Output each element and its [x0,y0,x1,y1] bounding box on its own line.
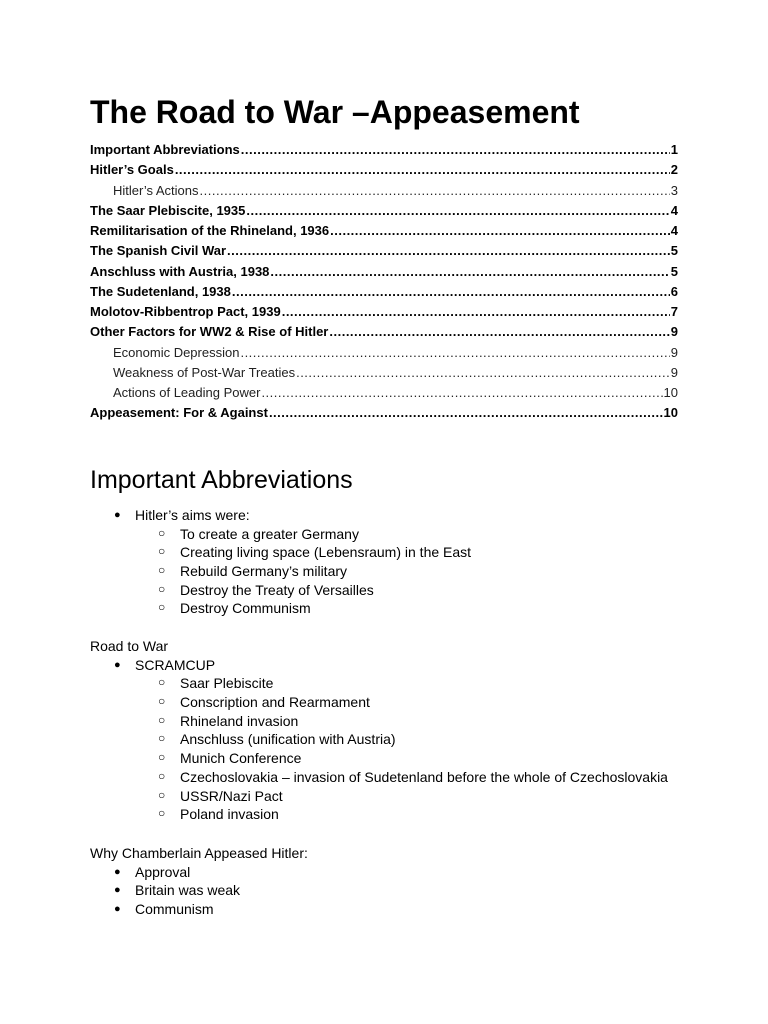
toc-entry-title: The Saar Plebiscite, 1935 [90,202,246,218]
toc-entry[interactable] [90,363,678,383]
toc-entry[interactable] [90,302,678,322]
toc-dot-leader [330,221,670,241]
toc-dot-leader [227,241,670,261]
toc-dot-leader [329,322,669,342]
table-of-contents [90,140,678,424]
sub-bullet-icon: ○ [158,563,166,578]
toc-page-number: 5 [670,263,678,279]
sub-bullet-icon: ○ [158,600,166,615]
toc-entry-title: Appeasement: For & Against [90,405,268,421]
sub-bullet-icon: ○ [158,750,166,765]
sub-bullet-icon: ○ [158,581,166,596]
toc-entry-title: Important Abbreviations [90,142,240,157]
bullet-icon: ● [114,903,121,916]
list-item-text: SCRAMCUP [135,656,216,673]
toc-entry-title: Hitler’s Actions [113,182,199,198]
toc-entry-title: Hitler’s Goals [90,162,174,178]
list-item [90,863,700,882]
toc-entry-title: Anschluss with Austria, 1938 [90,263,270,279]
toc-dot-leader [270,262,669,282]
sub-list-item-text: Destroy the Treaty of Versailles [180,581,374,598]
toc-dot-leader [175,160,670,180]
sub-list-item-text: Anschluss (unification with Austria) [180,731,396,748]
sub-list-item [90,730,700,749]
sub-bullet-icon: ○ [158,544,166,559]
toc-dot-leader [241,140,670,160]
sub-bullet-icon: ○ [158,712,166,727]
sub-bullet-icon: ○ [158,694,166,709]
toc-page-number: 2 [670,162,678,178]
toc-entry[interactable] [90,282,678,302]
toc-page-number: 4 [670,202,678,218]
toc-page-number: 4 [670,223,678,238]
toc-dot-leader [200,181,670,201]
toc-entry[interactable] [90,221,678,241]
toc-page-number: 1 [670,142,678,157]
toc-entry-title: Remilitarisation of the Rhineland, 1936 [90,223,330,238]
bullet-icon: ● [114,509,121,521]
toc-entry[interactable] [90,160,678,180]
toc-entry-title: Molotov-Ribbentrop Pact, 1939 [90,304,281,319]
list-item [90,900,700,919]
sub-list-item-text: Rhineland invasion [180,712,299,729]
list-item-text: Britain was weak [135,882,241,899]
sub-list-item [90,543,700,562]
list-item-text: Communism [135,901,214,918]
chamberlain-block [90,844,700,919]
sub-list-item-text: Munich Conference [180,750,302,767]
toc-dot-leader [240,343,669,363]
toc-entry[interactable] [90,201,678,221]
section-heading: Important Abbreviations [90,466,353,494]
toc-entry[interactable] [90,241,678,261]
toc-page-number: 3 [670,182,678,198]
road-to-war-block [90,637,700,824]
toc-dot-leader [261,383,662,403]
sub-list-item [90,674,700,693]
sub-list-item [90,749,700,768]
toc-page-number: 9 [670,324,678,340]
toc-entry[interactable] [90,181,678,201]
toc-page-number: 9 [670,344,678,360]
toc-page-number: 5 [670,243,678,259]
sub-list-item-text: Creating living space (Lebensraum) in the East [180,544,472,561]
toc-page-number: 9 [670,364,678,380]
toc-dot-leader [296,363,670,383]
toc-entry-title: Weakness of Post-War Treaties [113,364,296,380]
list-item-text: Approval [135,863,191,880]
sub-list-item [90,599,700,618]
chamberlain-label: Why Chamberlain Appeased Hitler: [90,845,308,861]
toc-dot-leader [246,201,669,221]
sub-list-item [90,805,700,824]
document-title: The Road to War –Appeasement [90,94,580,130]
toc-entry-title: Actions of Leading Power [113,385,261,400]
bullet-icon: ● [114,884,121,897]
toc-entry[interactable] [90,383,678,403]
toc-dot-leader [232,282,670,302]
sub-list-item-text: Rebuild Germany’s military [180,563,348,580]
sub-bullet-icon: ○ [158,731,166,746]
toc-entry[interactable] [90,322,678,342]
sub-bullet-icon: ○ [158,787,166,802]
sub-list-item-text: Conscription and Rearmament [180,694,370,711]
toc-entry-title: The Spanish Civil War [90,243,227,259]
sub-bullet-icon: ○ [158,675,166,690]
toc-entry[interactable] [90,262,678,282]
sub-list-item-text: Czechoslovakia – invasion of Sudetenland before the whole of Czechoslovakia [180,768,668,785]
sub-list-item-text: Poland invasion [180,806,279,823]
sub-bullet-icon: ○ [158,806,166,821]
toc-entry[interactable] [90,403,678,423]
sub-list-item-text: Destroy Communism [180,600,311,617]
list-item [90,656,700,675]
toc-entry-title: Economic Depression [113,344,240,360]
toc-page-number: 7 [670,304,678,319]
toc-entry[interactable] [90,140,678,160]
sub-bullet-icon: ○ [158,768,166,783]
bullet-icon: ● [114,865,121,878]
list-item-text: Hitler’s aims were: [135,507,250,523]
sub-list-item [90,693,700,712]
sub-list-item-text: USSR/Nazi Pact [180,787,283,804]
sub-list-item [90,768,700,787]
bullet-icon: ● [114,658,121,671]
list-item [90,881,700,900]
road-to-war-label: Road to War [90,638,169,654]
sub-list-item-text: To create a greater Germany [180,525,359,542]
sub-bullet-icon: ○ [158,525,166,540]
toc-page-number: 10 [663,405,678,421]
aims-list [90,506,700,618]
toc-entry-title: Other Factors for WW2 & Rise of Hitler [90,324,329,340]
list-item [90,506,700,525]
toc-dot-leader [282,302,670,322]
toc-page-number: 6 [670,283,678,299]
toc-page-number: 10 [663,385,678,400]
sub-list-item [90,562,700,581]
sub-list-item [90,787,700,806]
sub-list-item-text: Saar Plebiscite [180,675,274,692]
sub-list-item [90,712,700,731]
toc-entry[interactable] [90,343,678,363]
toc-dot-leader [269,403,663,423]
sub-list-item [90,581,700,600]
sub-list-item [90,525,700,544]
toc-entry-title: The Sudetenland, 1938 [90,283,231,299]
